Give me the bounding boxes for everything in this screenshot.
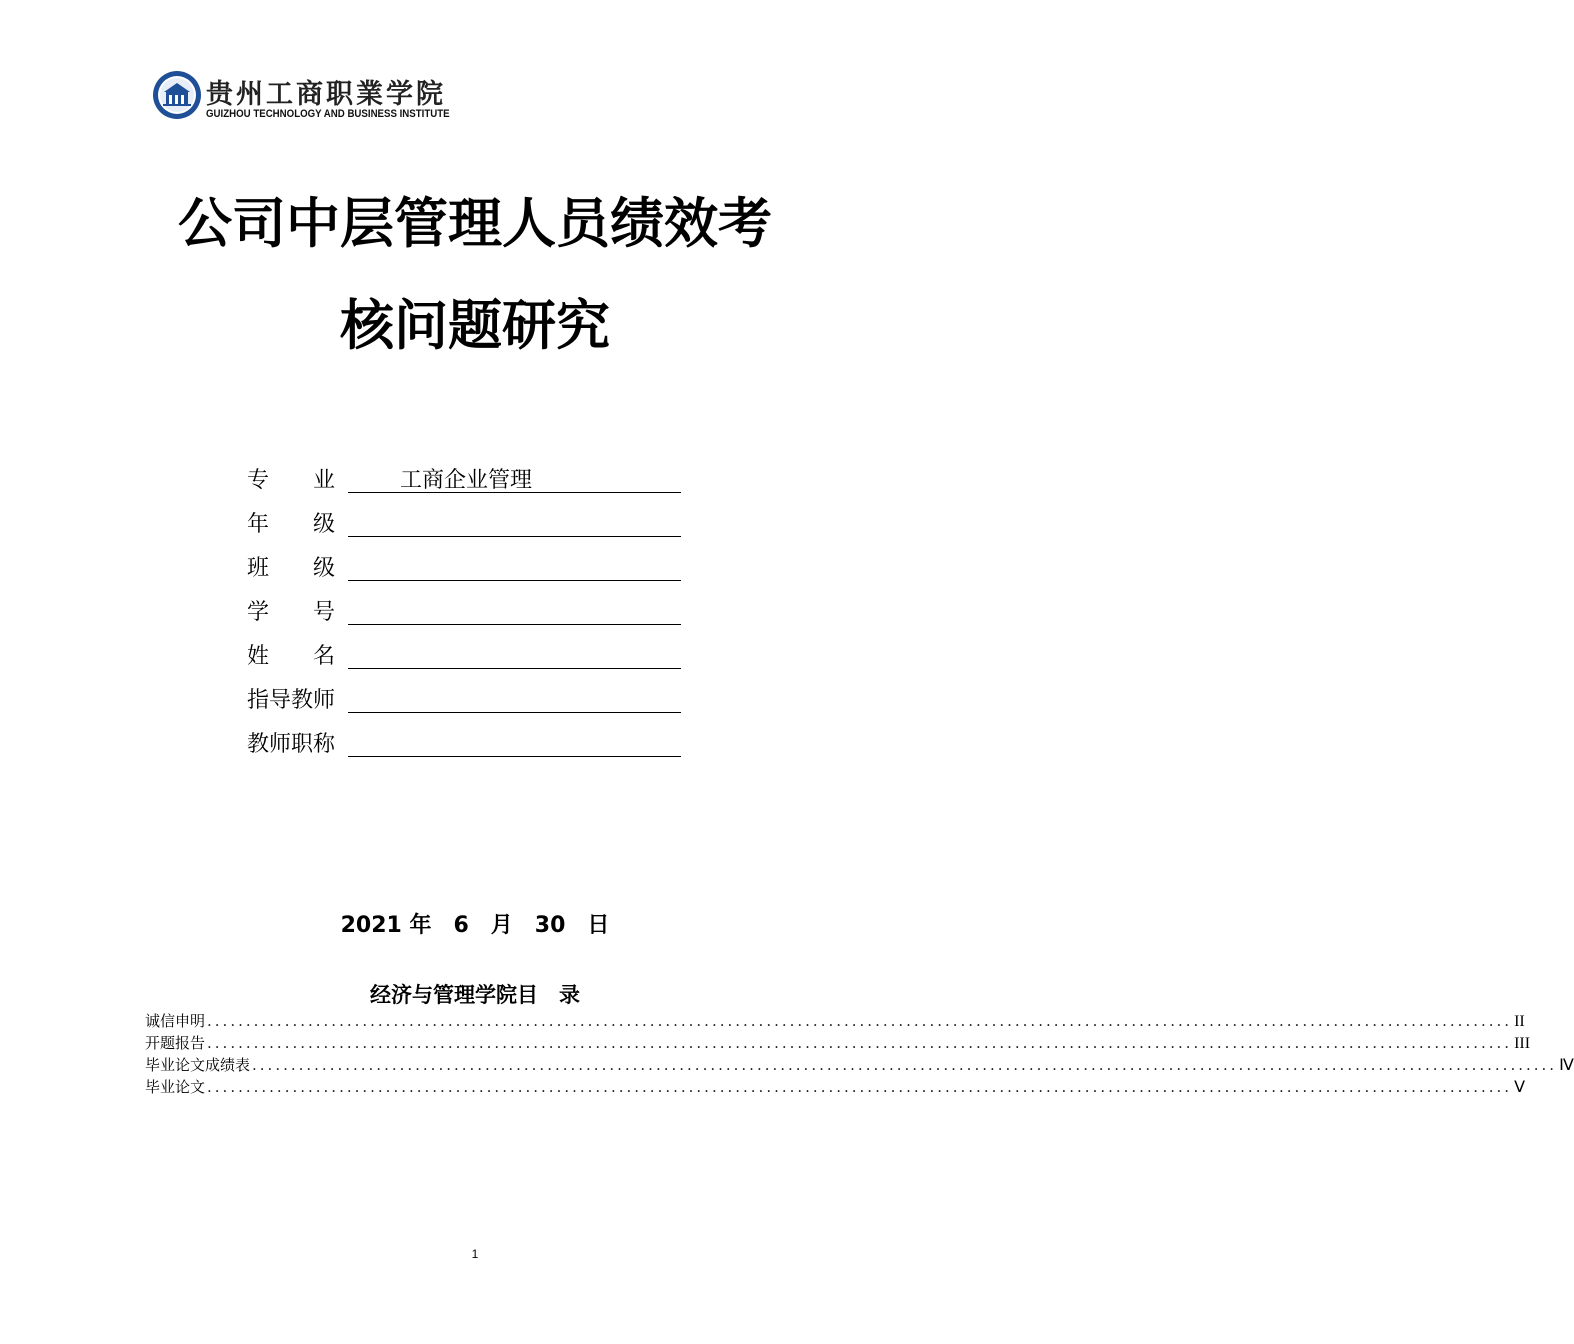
table-of-contents xyxy=(145,1010,1574,1098)
field-underline xyxy=(348,624,681,625)
toc-item[interactable] xyxy=(145,1032,1531,1054)
university-seal-icon xyxy=(152,70,202,120)
field-major xyxy=(247,466,681,496)
toc-leader-dots: ........................................................................................................................................................................ xyxy=(207,1012,1513,1030)
toc-item-page: Ⅳ xyxy=(1559,1057,1574,1074)
submission-date: 2021 年 6 月 30 日 xyxy=(340,913,610,938)
institute-name-en: GUIZHOU TECHNOLOGY AND BUSINESS INSTITUTE xyxy=(206,108,450,120)
field-underline xyxy=(348,580,681,581)
field-label: 年 级 xyxy=(247,512,336,537)
toc-item-page: Ⅴ xyxy=(1514,1079,1526,1096)
toc-leader-dots: ........................................................................................................................................................................ xyxy=(207,1078,1513,1096)
toc-item-text: 诚信申明 xyxy=(145,1012,206,1030)
toc-item[interactable] xyxy=(145,1076,1526,1098)
field-underline xyxy=(348,756,681,757)
field-value: 工商企业管理 xyxy=(400,468,533,493)
field-label: 专 业 xyxy=(247,468,336,493)
thesis-title-line-1: 公司中层管理人员绩效考 xyxy=(178,192,772,255)
toc-leader-dots: ........................................................................................................................................................................ xyxy=(252,1056,1558,1074)
field-class xyxy=(247,554,681,584)
thesis-title-line-2: 核问题研究 xyxy=(340,294,610,357)
institute-logo xyxy=(152,70,452,124)
toc-item-text: 开题报告 xyxy=(145,1034,206,1052)
toc-item-text: 毕业论文 xyxy=(145,1078,206,1096)
page-number: 1 xyxy=(471,1247,479,1261)
field-label: 教师职称 xyxy=(247,732,336,757)
field-label: 姓 名 xyxy=(247,644,336,669)
toc-item-page: III xyxy=(1514,1035,1531,1052)
toc-title: 经济与管理学院目 录 xyxy=(370,983,580,1007)
toc-leader-dots: ........................................................................................................................................................................ xyxy=(207,1034,1513,1052)
field-underline xyxy=(348,536,681,537)
field-advisor xyxy=(247,686,681,716)
toc-item[interactable] xyxy=(145,1054,1574,1076)
field-label: 班 级 xyxy=(247,556,336,581)
field-name xyxy=(247,642,681,672)
field-underline xyxy=(348,668,681,669)
field-advisor-title xyxy=(247,730,681,760)
field-label: 学 号 xyxy=(247,600,336,625)
toc-item[interactable] xyxy=(145,1010,1525,1032)
field-student-id xyxy=(247,598,681,628)
toc-item-text: 毕业论文成绩表 xyxy=(145,1056,251,1074)
field-label: 指导教师 xyxy=(247,688,336,713)
institute-name-cn: 贵州工商职業学院 xyxy=(206,79,446,110)
field-underline xyxy=(348,712,681,713)
toc-item-page: II xyxy=(1514,1013,1525,1030)
field-grade xyxy=(247,510,681,540)
